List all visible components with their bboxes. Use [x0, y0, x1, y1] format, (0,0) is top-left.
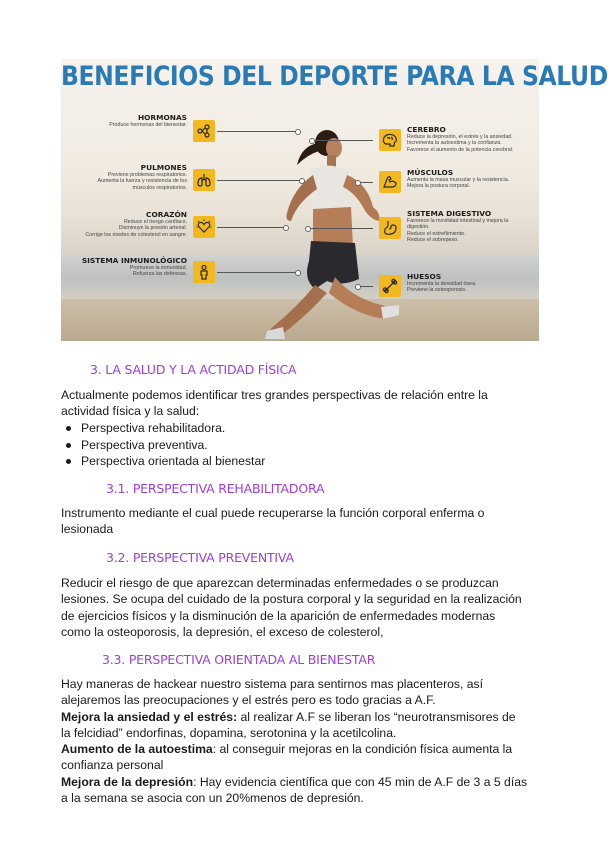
section-3-1-heading: 3.1. PERSPECTIVA REHABILITADORA — [106, 481, 325, 496]
list-item: Perspectiva rehabilitadora. — [63, 420, 265, 437]
person-icon — [193, 261, 215, 283]
infographic-title: BENEFICIOS DEL DEPORTE PARA LA SALUD — [61, 59, 608, 93]
benefit-sistema-inmunologico: SISTEMA INMUNOLÓGICO Promueve la inmunidad. Refuerza las defensas. — [81, 256, 187, 278]
bone-icon — [379, 275, 401, 297]
benefit-pulmones: PULMONES Previene problemas respiratorios. Aumenta la fuerza y resistencia de los músculos respiratorios. — [97, 163, 187, 191]
heart-icon — [193, 216, 215, 238]
stomach-icon — [379, 217, 401, 239]
benefit-huesos: HUESOS Incrementa la densidad ósea. Previene la osteoporosis. — [407, 272, 477, 294]
section-3-3-text: Hay maneras de hackear nuestro sistema para sentirnos mas placenteros, así alejaremos las preocupaciones y el estrés pero es todo gracias a A.F. Mejora la ansiedad y el estrés: al realizar A.F se liberan los “neurotransmisores de la felcidiad” endorfinas, dopamina, serotonina y la acetilcolina. Aumento de la autoestima: al conseguir mejoras en la condición física aumenta la confianza personal Mejora de la depresión: Hay evidencia científica que con 45 min de A.F de 3 a 5 días a la semana se asocia con un 20%menos de depresión. — [61, 677, 528, 806]
health-benefits-infographic — [61, 59, 608, 341]
benefit-depression-label: Mejora de la depresión — [61, 774, 194, 789]
lungs-icon — [193, 169, 215, 191]
benefit-cerebro: CEREBRO Reduce la depresión, el estrés y la ansiedad. Incrementa la autoestima y la confianza. Favorece el aumento de la potencia cerebral. — [407, 125, 514, 153]
benefit-anxiety-label: Mejora la ansiedad y el estrés: — [61, 709, 238, 724]
benefit-sistema-digestivo: SISTEMA DIGESTIVO Favorece la movilidad intestinal y mejora la digestión. Reduce el estreñimiento. Reduce el sobrepeso. — [407, 209, 509, 243]
section-3-intro: Actualmente podemos identificar tres grandes perspectivas de relación entre la actividad física y la salud: — [61, 388, 488, 419]
benefit-hormonas: HORMONAS Produce hormonas del bienestar. — [109, 113, 187, 128]
molecule-icon — [193, 120, 215, 142]
perspectives-list — [63, 420, 265, 470]
benefit-corazon: CORAZÓN Reduce el riesgo cardíaco. Disminuye la presión arterial. Corrige los niveles de colesterol en sangre. — [85, 210, 187, 238]
section-3-1-text: Instrumento mediante el cual puede recuperarse la función corporal enferma o lesionada — [61, 506, 485, 537]
muscle-icon — [379, 171, 401, 193]
benefit-selfesteem-label: Aumento de la autoestima — [61, 742, 213, 757]
benefit-musculos: MÚSCULOS Aumenta la masa muscular y la resistencia. Mejora la postura corporal. — [407, 168, 510, 190]
list-item: Perspectiva orientada al bienestar — [63, 453, 265, 470]
section-3-2-heading: 3.2. PERSPECTIVA PREVENTIVA — [106, 550, 294, 565]
runner-figure — [231, 129, 401, 341]
section-3-2-text: Reducir el riesgo de que aparezcan determinadas enfermedades o se produzcan lesiones. Se ocupa del cuidado de la postura corporal y la seguridad en la realización de ejercicios físicos y la disminución de la aparición de enfermedades modernas como la osteoporosis, la depresión, el exceso de colesterol, — [61, 576, 522, 639]
section-3-3-heading: 3.3. PERSPECTIVA ORIENTADA AL BIENESTAR — [102, 652, 376, 667]
list-item: Perspectiva preventiva. — [63, 437, 265, 454]
section-3-heading: 3. LA SALUD Y LA ACTIDAD FÍSICA — [90, 362, 297, 377]
brain-icon — [379, 129, 401, 151]
